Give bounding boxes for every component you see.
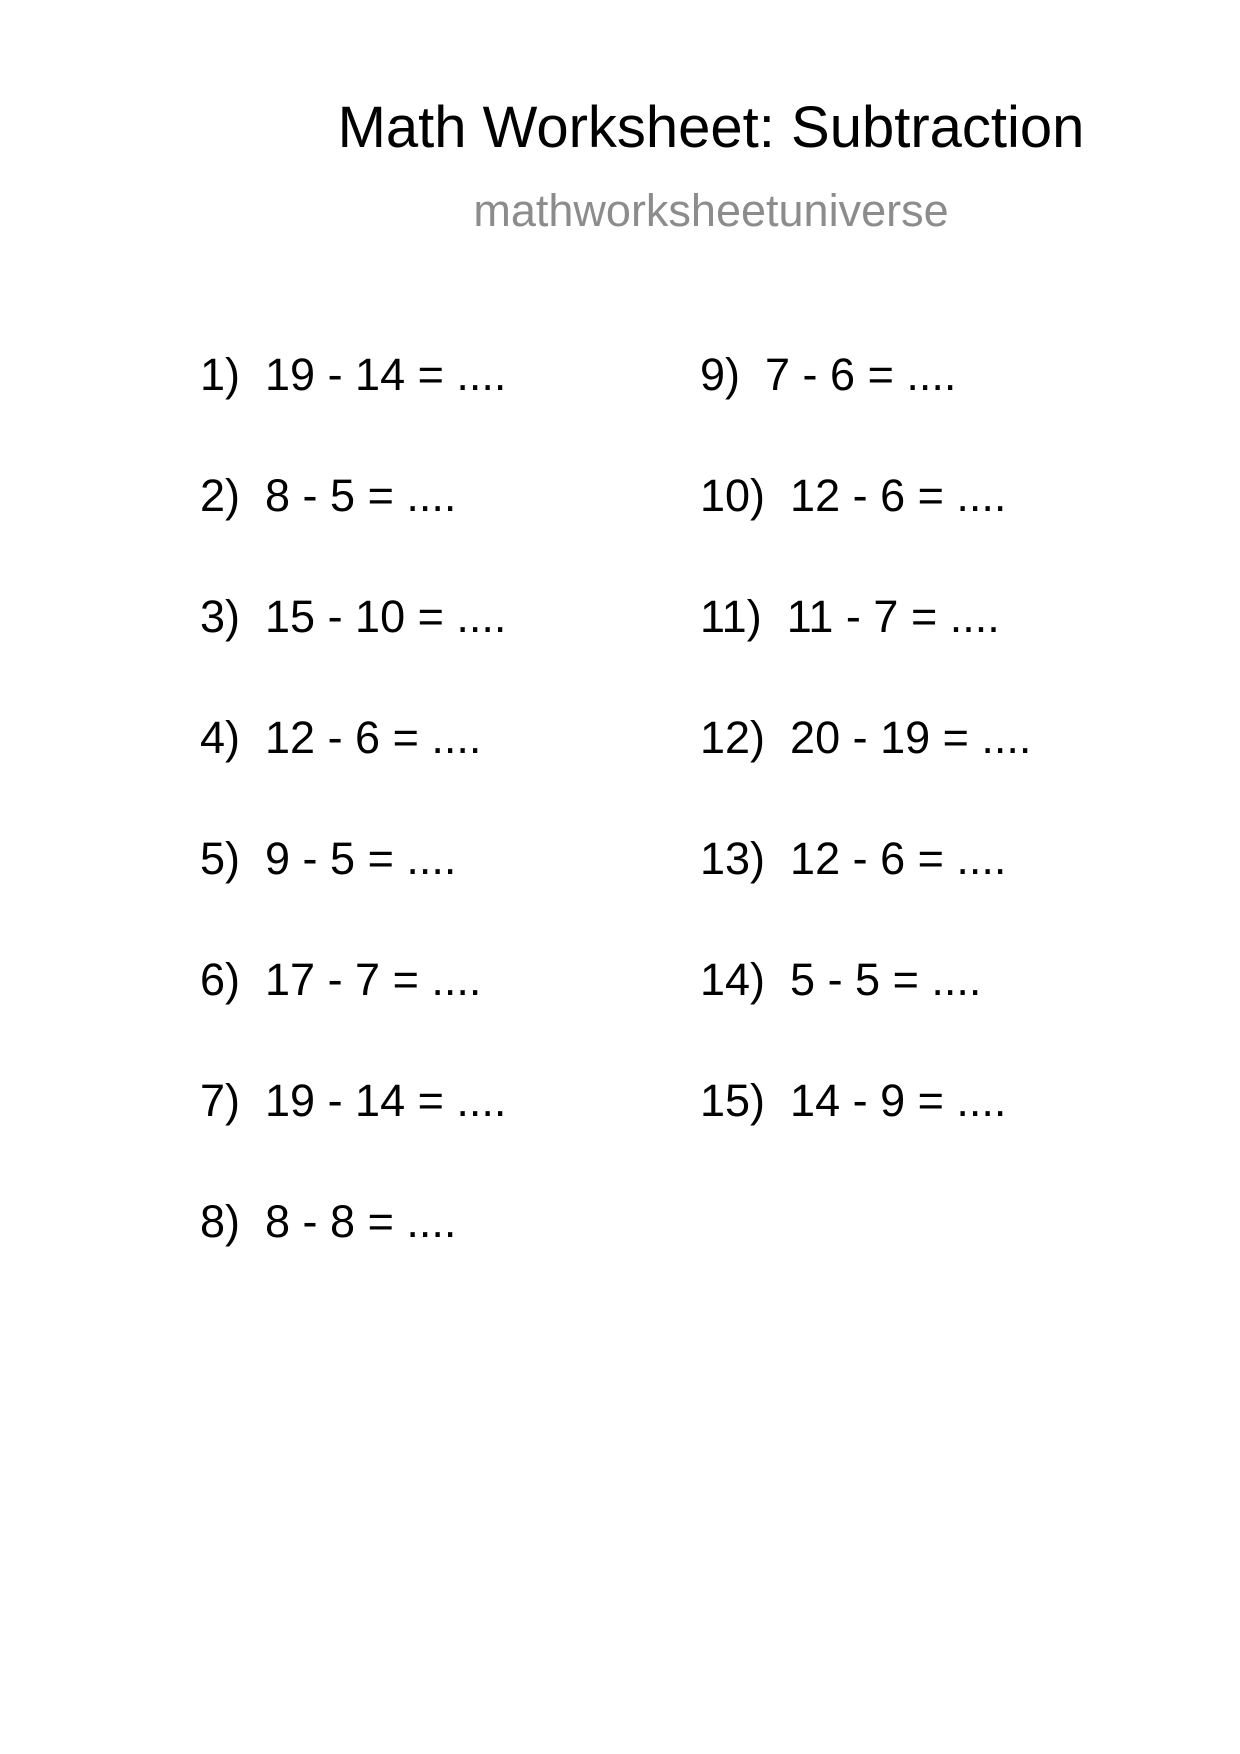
problem-item-10: 10) 12 - 6 = .... bbox=[700, 470, 1007, 521]
problem-item-11: 11) 11 - 7 = .... bbox=[700, 591, 1000, 642]
problem-item-14: 14) 5 - 5 = .... bbox=[700, 954, 982, 1005]
problem-item-4: 4) 12 - 6 = .... bbox=[200, 712, 482, 763]
problem-item-13: 13) 12 - 6 = .... bbox=[700, 833, 1007, 884]
page-subtitle: mathworksheetuniverse bbox=[473, 185, 949, 236]
problem-item-6: 6) 17 - 7 = .... bbox=[200, 954, 482, 1005]
problem-item-15: 15) 14 - 9 = .... bbox=[700, 1075, 1007, 1126]
problem-item-7: 7) 19 - 14 = .... bbox=[200, 1075, 507, 1126]
problem-item-2: 2) 8 - 5 = .... bbox=[200, 470, 457, 521]
page-title: Math Worksheet: Subtraction bbox=[337, 95, 1085, 160]
problem-item-1: 1) 19 - 14 = .... bbox=[200, 349, 507, 400]
problem-item-9: 9) 7 - 6 = .... bbox=[700, 349, 957, 400]
problems-column-left bbox=[200, 349, 507, 1320]
problem-item-3: 3) 15 - 10 = .... bbox=[200, 591, 507, 642]
problem-item-12: 12) 20 - 19 = .... bbox=[700, 712, 1032, 763]
problem-item-8: 8) 8 - 8 = .... bbox=[200, 1196, 457, 1247]
problem-item-5: 5) 9 - 5 = .... bbox=[200, 833, 457, 884]
problems-column-right bbox=[700, 349, 1032, 1199]
